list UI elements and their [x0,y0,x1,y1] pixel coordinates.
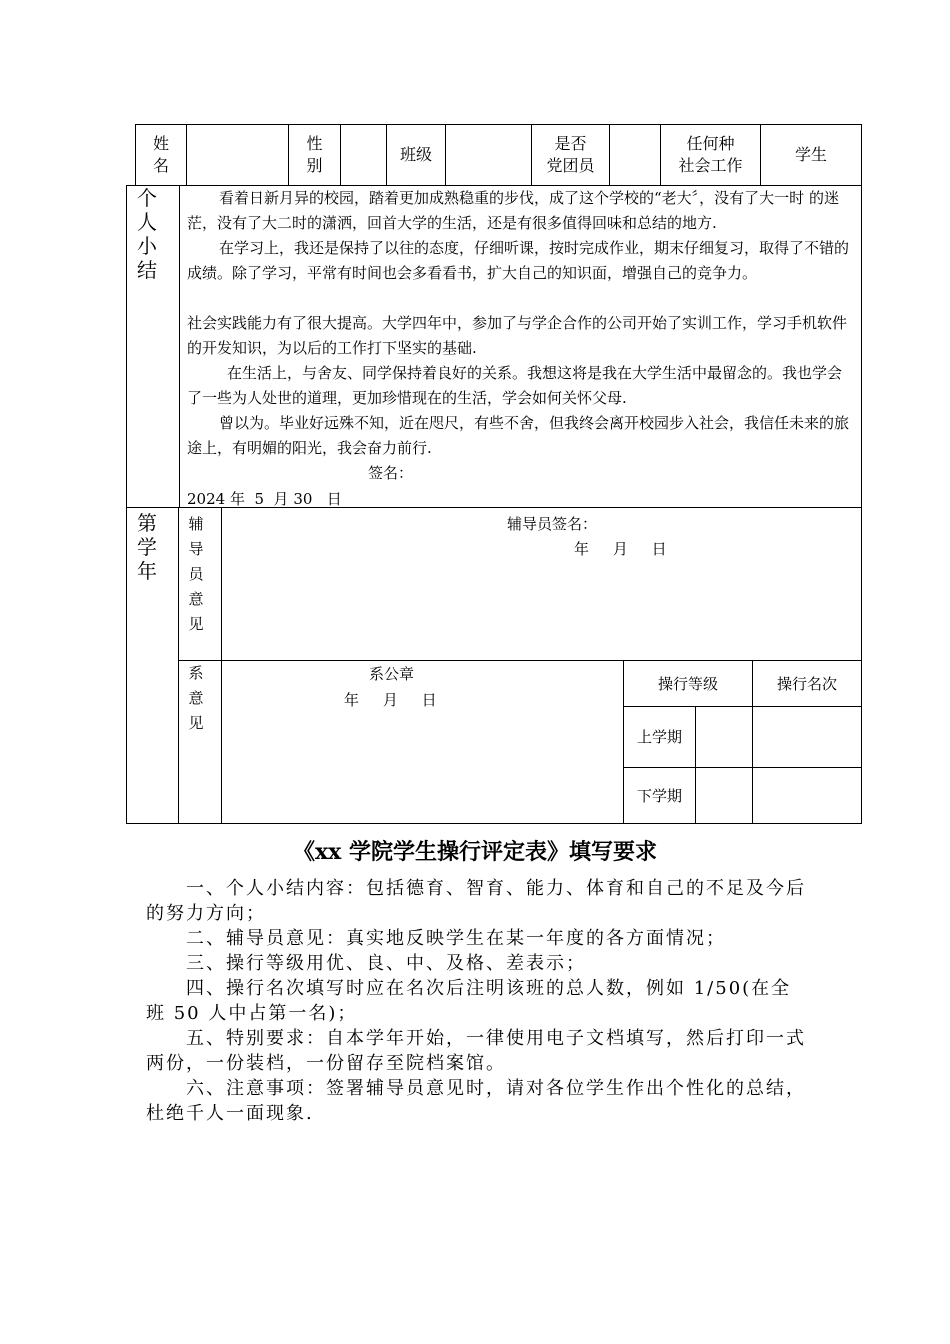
year-side-label: 第 学 年 [137,511,157,583]
requirement-item-2: 二、辅导员意见：真实地反映学生在某一年度的各方面情况； [186,928,726,949]
summary-paragraph-5: 曾以为。毕业好远殊不知，近在咫尺，有些不舍，但我终会离开校园步入社会，我信任未来的旅途上，有明媚的阳光，我会奋力前行. [187,414,850,457]
requirements-title: 《xx 学院学生操行评定表》填写要求 [293,839,657,865]
party-value[interactable] [610,133,660,177]
class-value[interactable] [446,133,531,177]
first-term-label: 上学期 [636,728,682,746]
dept-date: 年 月 日 [344,691,437,709]
gender-label: 性 别 [306,134,323,175]
summary-side-label: 个 人 小 结 [137,186,157,282]
dept-opinion-label: 系 意 见 [188,664,204,732]
requirement-item-3: 三、操行等级用优、良、中、及格、差表示； [186,953,586,974]
second-term-label: 下学期 [636,787,682,805]
gender-value[interactable] [341,133,386,177]
name-label: 姓 名 [152,134,169,175]
summary-paragraph-4: 在生活上，与舍友、同学保持着良好的关系。我想这将是我在大学生活中最留念的。我也学会了一些为人处世的道理，更加珍惜现在的生活，学会如何关怀父母. [187,364,843,407]
summary-paragraph-1: 看着日新月异的校园，踏着更加成熟稳重的步伐，成了这个学校的“老大〞，没有了大一时 的迷茫，没有了大二时的潇洒，回首大学的生活，还是有很多值得回味和总结的地方. [187,189,839,232]
name-value[interactable] [187,133,288,177]
conduct-rank-label: 操行名次 [776,675,837,693]
requirement-item-5: 五、特别要求：自本学年开始，一律使用电子文档填写，然后打印一式两份，一份装档，一份留存至院档案馆。 [146,1028,806,1074]
summary-paragraph-3: 社会实践能力有了很大提高。大学四年中，参加了与学企合作的公司开始了实训工作，学习手机软件的开发知识，为以后的工作打下坚实的基础. [187,314,848,357]
student-label: 学生 [794,145,827,164]
signature-label: 签名： [368,464,414,482]
requirement-item-1: 一、个人小结内容：包括德育、智育、能力、体育和自己的不足及今后的努力方向； [146,878,806,924]
counselor-opinion-label: 辅 导 员 意 见 [188,515,204,633]
counselor-date: 年 月 日 [574,540,667,558]
conduct-grade-label: 操行等级 [657,675,718,693]
dept-seal-label: 系公章 [369,665,415,683]
summary-date: 2024 年 5 月 30 日 [187,490,342,508]
party-label: 是否 党团员 [546,134,595,175]
requirement-item-4: 四、操行名次填写时应在名次后注明该班的总人数，例如 1/50(在全班 50 人中占第一名)； [146,978,792,1024]
requirement-item-6: 六、注意事项：签署辅导员意见时，请对各位学生作出个性化的总结，杜绝千人一面现象. [146,1078,806,1124]
counselor-signature-label: 辅导员签名： [507,515,598,533]
summary-paragraph-2: 在学习上，我还是保持了以往的态度，仔细听课，按时完成作业，期末仔细复习，取得了不错的成绩。除了学习，平常有时间也会多看看书，扩大自己的知识面，增强自己的竞争力。 [187,239,850,282]
social-work-label: 任何种 社会工作 [678,134,743,175]
class-label: 班级 [399,145,432,164]
